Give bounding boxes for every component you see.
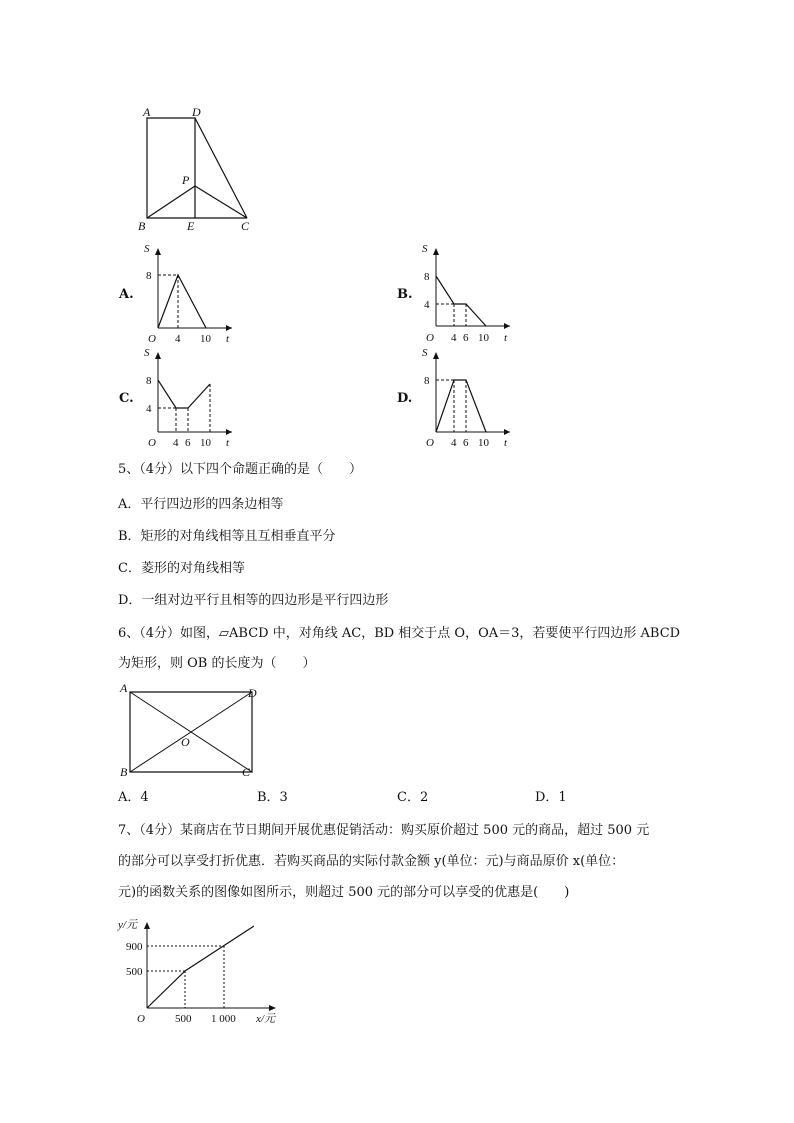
option-d-label: D. [397, 391, 413, 406]
label-p: P [182, 173, 190, 187]
option-d-graph [418, 344, 518, 452]
q7-stem-line2: 的部分可以享受打折优惠．若购买商品的实际付款金额 y(单位：元)与商品原价 x(单位： [118, 854, 625, 869]
axis-t: t [226, 333, 230, 345]
tick-8: 8 [424, 271, 430, 283]
graph-line [436, 380, 486, 432]
option-c-graph [140, 344, 240, 452]
x-arrow [226, 429, 232, 435]
q5-option-b: B．矩形的对角线相等且互相垂直平分 [118, 529, 336, 544]
tick-1000-x: 1 000 [211, 1013, 236, 1025]
q6-stem-line1: 6、（4分）如图，▱ABCD 中，对角线 AC，BD 相交于点 O，OA＝3，若要使平行四边形 ABCD [118, 626, 681, 641]
y-arrow [433, 248, 439, 255]
option-c-label: C. [119, 391, 134, 406]
x-arrow [504, 429, 510, 435]
y-arrow [144, 922, 150, 929]
y-arrow [155, 352, 161, 359]
option-a-graph [140, 240, 240, 348]
origin: O [148, 437, 156, 449]
axis-s: S [422, 347, 428, 359]
y-arrow [155, 248, 161, 255]
tick-4: 4 [451, 332, 457, 344]
tick-4-y: 4 [424, 299, 430, 311]
x-arrow [269, 1005, 276, 1011]
axis-t: t [226, 437, 230, 449]
tick-4: 4 [451, 437, 457, 449]
label-b: B [138, 219, 146, 233]
axis-s: S [422, 243, 428, 255]
tick-8: 8 [424, 375, 430, 387]
tick-8: 8 [146, 375, 152, 387]
q5-option-a: A．平行四边形的四条边相等 [118, 497, 284, 512]
tick-6: 6 [463, 437, 469, 449]
q6-option-a: A．4 [118, 790, 149, 805]
option-b-graph [418, 240, 518, 348]
tick-4: 4 [173, 437, 179, 449]
q7-stem-line3: 元)的函数关系的图像如图所示，则超过 500 元的部分可以享受的优惠是( ) [118, 885, 570, 900]
q7-stem-line1: 7、（4分）某商店在节日期间开展优惠促销活动：购买原价超过 500 元的商品，超过 500 元 [118, 823, 650, 838]
label-a: A [120, 681, 128, 695]
q5-stem: 5、（4分）以下四个命题正确的是（ ） [118, 462, 363, 477]
q6-option-c: C．2 [397, 790, 429, 805]
y-axis-label: y/元 [118, 919, 137, 931]
q6-stem-line2: 为矩形，则 OB 的长度为（ ） [118, 656, 316, 671]
rectangle-abed [147, 118, 195, 218]
axis-t: t [504, 437, 508, 449]
q6-option-b: B．3 [257, 790, 288, 805]
tick-500-y: 500 [126, 966, 143, 978]
label-b: B [120, 765, 128, 779]
axis-s: S [144, 347, 150, 359]
label-c: C [241, 219, 250, 233]
q5-option-c: C．菱形的对角线相等 [118, 561, 245, 576]
option-a-label: A. [119, 287, 134, 302]
axis-t: t [504, 332, 508, 344]
axis-s: S [144, 243, 150, 255]
tick-4-y: 4 [146, 403, 152, 415]
graph-line [147, 926, 254, 1008]
x-arrow [226, 325, 232, 331]
tick-6: 6 [185, 437, 191, 449]
tick-900: 900 [126, 941, 143, 953]
x-axis-label: x/元 [256, 1013, 275, 1025]
tick-10: 10 [478, 332, 489, 344]
q6-option-d: D．1 [535, 790, 567, 805]
tick-10: 10 [478, 437, 489, 449]
graph-line [158, 275, 206, 328]
graph-line [436, 276, 486, 326]
tick-6: 6 [463, 332, 469, 344]
label-e: E [187, 219, 195, 233]
segment-dc [195, 118, 247, 218]
label-a: A [143, 105, 151, 119]
origin: O [137, 1013, 145, 1025]
label-o: O [181, 735, 190, 749]
origin: O [426, 437, 434, 449]
tick-10: 10 [200, 333, 211, 345]
origin: O [426, 332, 434, 344]
label-d: D [192, 105, 201, 119]
y-arrow [433, 352, 439, 359]
origin: O [148, 333, 156, 345]
label-d: D [248, 686, 257, 700]
label-c: C [242, 765, 251, 779]
q5-option-d: D．一组对边平行且相等的四边形是平行四边形 [118, 593, 389, 608]
q6-figure-rectangle [118, 680, 268, 780]
graph-line [158, 380, 210, 408]
q7-function-graph [116, 912, 296, 1028]
figure-rectangle-triangle [135, 104, 265, 236]
segment-bp [147, 186, 195, 218]
tick-10: 10 [200, 437, 211, 449]
x-arrow [504, 323, 510, 329]
option-b-label: B. [397, 287, 413, 302]
tick-8: 8 [146, 270, 152, 282]
tick-500-x: 500 [175, 1013, 192, 1025]
tick-4: 4 [175, 333, 181, 345]
